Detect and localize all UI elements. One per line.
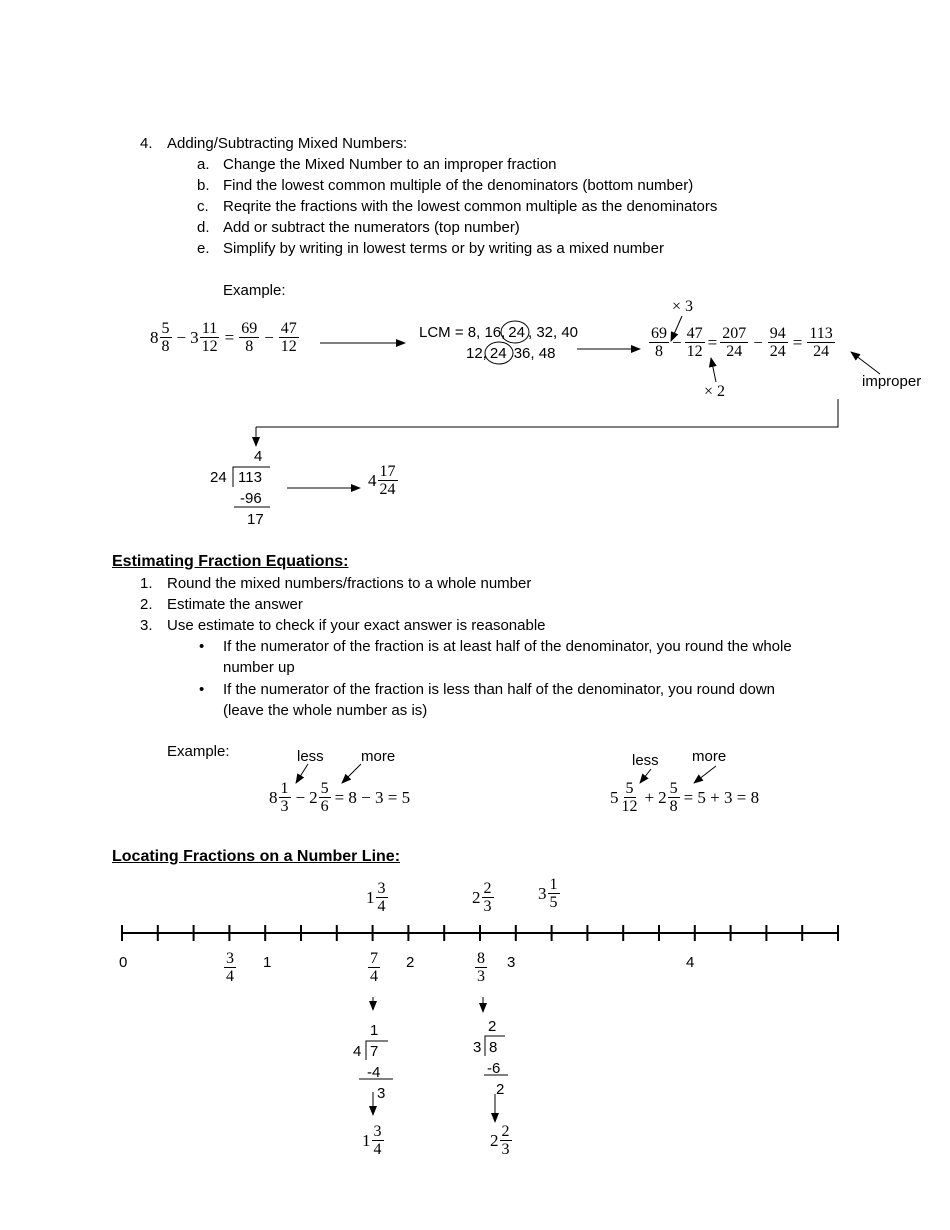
step-marker: 1. bbox=[140, 575, 153, 592]
bullet-text: If the numerator of the fraction is at least half of the denominator, you round the whole bbox=[223, 638, 792, 655]
division-quotient: 2 bbox=[488, 1018, 497, 1035]
equals-sign: = bbox=[792, 332, 803, 352]
equals-sign: = bbox=[707, 332, 718, 352]
whole-number: 2 bbox=[490, 1130, 499, 1150]
plus-sign: + bbox=[644, 787, 655, 807]
improper-annotation: improper bbox=[862, 373, 922, 390]
bullet-text: If the numerator of the fraction is less than half of the denominator, you round down bbox=[223, 681, 775, 698]
numerator: 94 bbox=[769, 325, 786, 342]
numerator: 47 bbox=[686, 325, 703, 342]
numerator: 8 bbox=[477, 950, 485, 967]
step-text: Estimate the answer bbox=[167, 596, 303, 613]
division-quotient: 1 bbox=[370, 1022, 379, 1039]
division-bracket bbox=[366, 1041, 388, 1060]
whole-number: 2 bbox=[309, 787, 318, 807]
minus-sign: − bbox=[753, 332, 763, 352]
division-remainder: 2 bbox=[496, 1081, 505, 1098]
division-dividend: 113 bbox=[238, 469, 262, 486]
times-3-arrow bbox=[671, 316, 682, 341]
numerator: 69 bbox=[241, 320, 258, 337]
lcm-multiples-8-rest: , 32, 40 bbox=[527, 324, 579, 341]
denominator: 24 bbox=[379, 481, 396, 498]
bullet-icon: • bbox=[199, 681, 205, 698]
numerator: 113 bbox=[809, 325, 833, 342]
whole-number: 3 bbox=[538, 883, 547, 903]
more-arrow bbox=[342, 764, 361, 783]
numerator: 47 bbox=[280, 320, 297, 337]
denominator: 12 bbox=[280, 338, 297, 355]
minus-sign: − bbox=[672, 332, 682, 352]
numerator: 3 bbox=[226, 950, 234, 967]
division-dividend: 7 bbox=[370, 1043, 379, 1060]
denominator: 24 bbox=[769, 343, 786, 360]
step-text: Use estimate to check if your exact answer is reasonable bbox=[167, 617, 546, 634]
section2-heading: Estimating Fraction Equations: bbox=[112, 553, 349, 570]
equals-sign: = bbox=[224, 327, 235, 347]
section3-heading: Locating Fractions on a Number Line: bbox=[112, 848, 401, 865]
whole-number: 4 bbox=[368, 470, 377, 490]
step-marker: e. bbox=[197, 240, 210, 257]
numerator: 207 bbox=[722, 325, 747, 342]
denominator: 5 bbox=[549, 894, 558, 911]
denominator: 12 bbox=[621, 798, 638, 815]
division-divisor: 3 bbox=[473, 1039, 482, 1056]
numerator: 3 bbox=[373, 1123, 382, 1140]
step-text: Add or subtract the numerators (top number) bbox=[223, 219, 520, 236]
whole-number: 1 bbox=[366, 887, 375, 907]
minus-sign: − bbox=[295, 787, 306, 807]
step-marker: 3. bbox=[140, 617, 153, 634]
whole-number: 3 bbox=[190, 327, 199, 347]
denominator: 3 bbox=[477, 968, 485, 985]
numerator: 5 bbox=[161, 320, 170, 337]
division-bracket bbox=[233, 467, 270, 487]
denominator: 4 bbox=[377, 898, 386, 915]
division-dividend: 8 bbox=[489, 1039, 498, 1056]
more-annotation: more bbox=[361, 748, 396, 765]
times-2-annotation: × 2 bbox=[704, 383, 726, 400]
denominator: 24 bbox=[726, 343, 743, 360]
numerator: 69 bbox=[651, 325, 667, 342]
numerator: 3 bbox=[377, 880, 386, 897]
division-divisor: 4 bbox=[353, 1043, 362, 1060]
division-quotient: 4 bbox=[254, 448, 263, 465]
lcm-multiples-12: 12, bbox=[466, 345, 487, 362]
denominator: 8 bbox=[245, 338, 254, 355]
step-text: Find the lowest common multiple of the denominators (bottom number) bbox=[223, 177, 694, 194]
division-bracket bbox=[485, 1036, 505, 1056]
numerator: 1 bbox=[549, 876, 558, 893]
bullet-icon: • bbox=[199, 638, 205, 655]
denominator: 4 bbox=[373, 1141, 382, 1158]
bullet-text: number up bbox=[223, 659, 295, 676]
less-annotation: less bbox=[632, 752, 659, 769]
denominator: 24 bbox=[813, 343, 830, 360]
whole-number: 8 bbox=[150, 327, 159, 347]
division-subtract: -4 bbox=[367, 1064, 381, 1081]
denominator: 3 bbox=[501, 1141, 510, 1158]
step-text: Simplify by writing in lowest terms or by writing as a mixed number bbox=[223, 240, 664, 257]
more-annotation: more bbox=[692, 748, 727, 765]
lcm-multiples-8: LCM = 8, 16, bbox=[419, 324, 506, 341]
numerator: 5 bbox=[320, 780, 329, 797]
number-line-tick-label: 1 bbox=[263, 954, 272, 971]
whole-number: 2 bbox=[658, 787, 667, 807]
step-marker: d. bbox=[197, 219, 210, 236]
whole-number: 1 bbox=[362, 1130, 371, 1150]
whole-number: 2 bbox=[472, 887, 481, 907]
lcm-circle bbox=[501, 321, 529, 343]
lcm-circled-value: 24 bbox=[508, 324, 525, 341]
minus-sign: − bbox=[264, 327, 274, 347]
number-line-tick-label: 0 bbox=[119, 954, 128, 971]
example-label: Example: bbox=[167, 743, 230, 760]
denominator: 8 bbox=[655, 343, 663, 360]
step-text: Round the mixed numbers/fractions to a whole number bbox=[167, 575, 532, 592]
division-divisor: 24 bbox=[210, 469, 227, 486]
division-subtract: -96 bbox=[240, 490, 262, 507]
numerator: 5 bbox=[669, 780, 678, 797]
improper-arrow bbox=[851, 352, 880, 374]
step-text: Reqrite the fractions with the lowest common multiple as the denominators bbox=[223, 198, 718, 215]
denominator: 8 bbox=[669, 798, 678, 815]
step-text: Change the Mixed Number to an improper fraction bbox=[223, 156, 557, 173]
denominator: 4 bbox=[370, 968, 378, 985]
denominator: 4 bbox=[226, 968, 234, 985]
bullet-text: (leave the whole number as is) bbox=[223, 702, 428, 719]
lcm-multiples-12-rest: 36, 48 bbox=[509, 345, 556, 362]
estimate-result: = 5 + 3 = 8 bbox=[683, 787, 760, 807]
denominator: 3 bbox=[483, 898, 492, 915]
example-label: Example: bbox=[223, 282, 286, 299]
minus-sign: − bbox=[176, 327, 187, 347]
numerator: 2 bbox=[483, 880, 492, 897]
step-marker: 2. bbox=[140, 596, 153, 613]
number-line-tick-label: 3 bbox=[507, 954, 516, 971]
denominator: 8 bbox=[161, 338, 170, 355]
number-line-tick-label: 2 bbox=[406, 954, 415, 971]
numerator: 5 bbox=[625, 780, 634, 797]
less-arrow bbox=[296, 764, 308, 783]
numerator: 17 bbox=[379, 463, 396, 480]
section1-number: 4. bbox=[140, 135, 153, 152]
denominator: 12 bbox=[201, 338, 218, 355]
denominator: 6 bbox=[320, 798, 329, 815]
denominator: 12 bbox=[686, 343, 703, 360]
lcm-circle bbox=[485, 342, 513, 364]
estimate-result: = 8 − 3 = 5 bbox=[334, 787, 411, 807]
section1-title: Adding/Subtracting Mixed Numbers: bbox=[167, 135, 408, 152]
lcm-circled-value: 24 bbox=[489, 345, 507, 362]
whole-number: 8 bbox=[269, 787, 278, 807]
numerator: 2 bbox=[501, 1123, 510, 1140]
number-line-tick-label: 4 bbox=[686, 954, 695, 971]
numerator: 11 bbox=[201, 320, 218, 337]
less-annotation: less bbox=[297, 748, 324, 765]
times-2-arrow bbox=[711, 358, 716, 382]
step-marker: c. bbox=[197, 198, 209, 215]
division-remainder: 3 bbox=[377, 1085, 386, 1102]
connector-line bbox=[256, 399, 838, 427]
less-arrow bbox=[640, 769, 651, 783]
division-subtract: -6 bbox=[487, 1060, 501, 1077]
denominator: 3 bbox=[280, 798, 289, 815]
whole-number: 5 bbox=[610, 787, 619, 807]
numerator: 1 bbox=[280, 780, 289, 797]
more-arrow bbox=[694, 766, 716, 783]
step-marker: b. bbox=[197, 177, 210, 194]
division-remainder: 17 bbox=[247, 511, 264, 528]
numerator: 7 bbox=[370, 950, 378, 967]
times-3-annotation: × 3 bbox=[672, 298, 694, 315]
step-marker: a. bbox=[197, 156, 210, 173]
